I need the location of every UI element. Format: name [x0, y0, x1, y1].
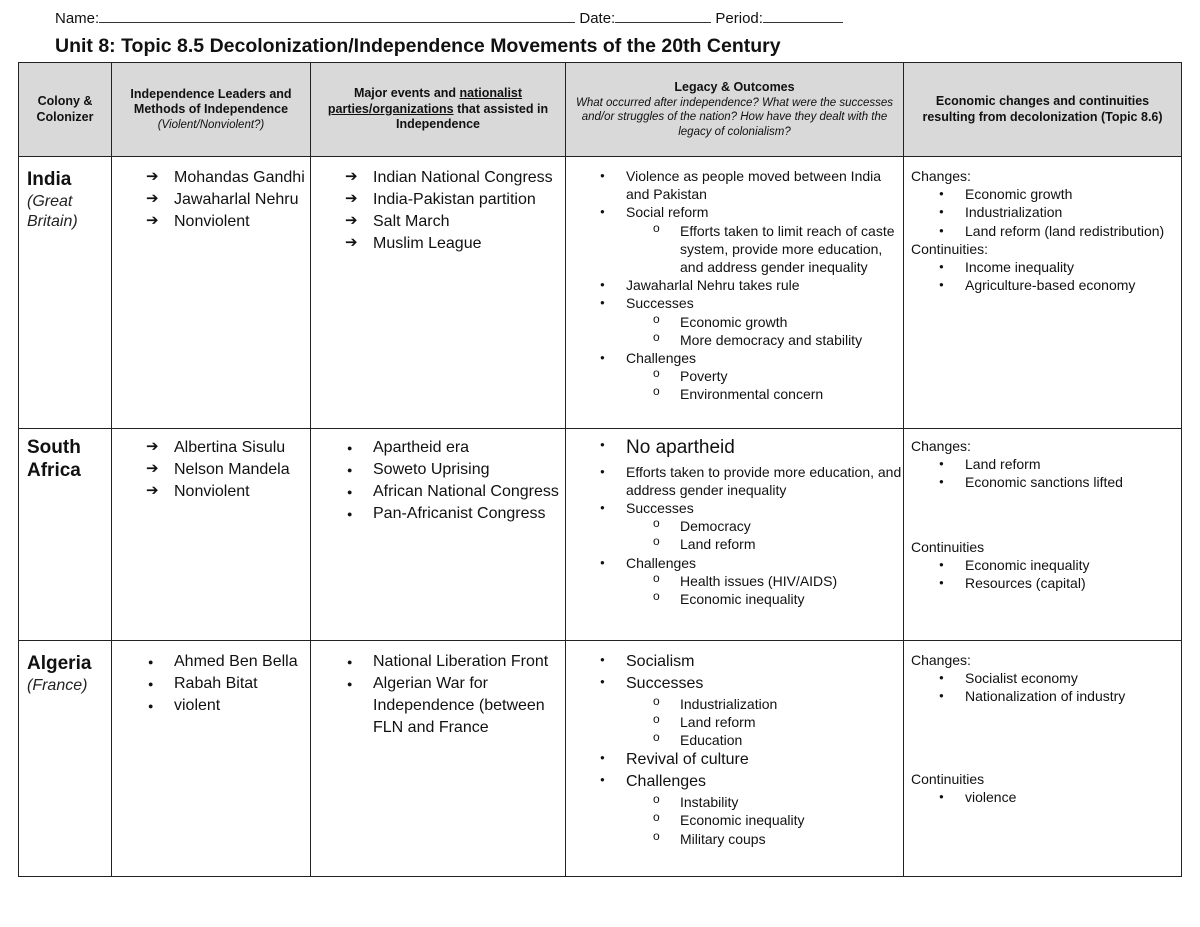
list-item: ● Successes [626, 499, 903, 517]
changes-label: Changes: [911, 168, 971, 184]
table-row [19, 641, 1182, 877]
leaders-cell [112, 641, 311, 877]
date-field[interactable] [615, 10, 711, 23]
list-item: ● Successes [626, 673, 903, 695]
list-item: ● Agriculture-based economy [965, 276, 1181, 294]
sub-list-item: o Education [680, 731, 903, 749]
leaders-cell [112, 429, 311, 641]
economic-cell [904, 641, 1182, 877]
changes-label: Changes: [911, 652, 971, 668]
list-item: ● Violence as people moved between India and Pakistan [626, 167, 903, 203]
list-item: ● Economic sanctions lifted [965, 473, 1181, 491]
student-info-line [55, 10, 843, 27]
header-leaders: Independence Leaders and Methods of Independence (Violent/Nonviolent?) [112, 63, 311, 157]
table-row [19, 429, 1182, 641]
date-label: Date: [579, 10, 616, 27]
list-item: ➔ Mohandas Gandhi [174, 167, 310, 189]
legacy-cell [566, 641, 904, 877]
sub-list-item: o More democracy and stability [680, 331, 903, 349]
header-economic: Economic changes and continuities resulting from decolonization (Topic 8.6) [904, 63, 1182, 157]
page-title: Unit 8: Topic 8.5 Decolonization/Independence Movements of the 20th Century [55, 35, 781, 57]
events-cell [311, 641, 566, 877]
list-item: ● Nationalization of industry [965, 687, 1181, 705]
changes-label: Changes: [911, 438, 971, 454]
list-item: ● Industrialization [965, 203, 1181, 221]
colonizer-name: (Great Britain) [27, 192, 78, 230]
list-item: ● Income inequality [965, 258, 1181, 276]
sub-list-item: o Economic inequality [680, 811, 903, 829]
list-item: ● Socialist economy [965, 669, 1181, 687]
list-item: ● Jawaharlal Nehru takes rule [626, 276, 903, 294]
list-item: ● Pan-Africanist Congress [373, 503, 565, 525]
sub-list-item: o Instability [680, 793, 903, 811]
list-item: ● Economic growth [965, 185, 1181, 203]
period-field[interactable] [763, 10, 843, 23]
list-item: ● Land reform [965, 455, 1181, 473]
name-label: Name: [55, 10, 100, 27]
list-item: ➔ Muslim League [373, 233, 565, 255]
list-item: ● Social reform [626, 203, 903, 221]
colony-cell [19, 641, 112, 877]
list-item: ● Challenges [626, 554, 903, 572]
header-colony: Colony & Colonizer [19, 63, 112, 157]
sub-list-item: o Efforts taken to limit reach of caste system, provide more education, and address gender inequality [680, 222, 903, 277]
continuities-label: Continuities: [911, 240, 989, 257]
sub-list-item: o Military coups [680, 830, 903, 848]
sub-list-item: o Democracy [680, 517, 903, 535]
economic-cell [904, 429, 1182, 641]
list-item: ● Challenges [626, 771, 903, 793]
list-item: ➔ Indian National Congress [373, 167, 565, 189]
continuities-label: Continuities [911, 538, 985, 555]
list-item: ➔ Albertina Sisulu [174, 437, 310, 459]
colony-name: South Africa [27, 437, 81, 481]
list-item: ● Apartheid era [373, 437, 565, 459]
list-item: ● Algerian War for Independence (between FLN and France [373, 673, 565, 739]
events-cell [311, 429, 566, 641]
list-item: ● Efforts taken to provide more education, and address gender inequality [626, 463, 903, 499]
sub-list-item: o Environmental concern [680, 385, 903, 403]
list-item: ● Successes [626, 294, 903, 312]
colonizer-name: (France) [27, 676, 88, 694]
table-row [19, 157, 1182, 429]
list-item: ➔ Nonviolent [174, 481, 310, 503]
list-item: ● National Liberation Front [373, 651, 565, 673]
list-item: ● Socialism [626, 651, 903, 673]
legacy-cell [566, 157, 904, 429]
sub-list-item: o Economic inequality [680, 590, 903, 608]
list-item: ● violence [965, 788, 1181, 806]
list-item: ● Ahmed Ben Bella [174, 651, 310, 673]
name-field[interactable] [99, 10, 575, 23]
list-item: ➔ Nelson Mandela [174, 459, 310, 481]
continuities-label: Continuities [911, 770, 985, 787]
list-item: ● Rabah Bitat [174, 673, 310, 695]
legacy-cell [566, 429, 904, 641]
header-legacy: Legacy & Outcomes What occurred after independence? What were the successes and/or struggles of the nation? How have they dealt with the legacy of colonialism? [566, 63, 904, 157]
colony-name: Algeria [27, 653, 92, 674]
list-item: ● Revival of culture [626, 749, 903, 771]
list-item: ● No apartheid [626, 436, 903, 461]
period-label: Period: [715, 10, 763, 27]
list-item: ● Resources (capital) [965, 574, 1181, 592]
colony-cell [19, 429, 112, 641]
list-item: ➔ Nonviolent [174, 211, 310, 233]
list-item: ● violent [174, 695, 310, 717]
leaders-cell [112, 157, 311, 429]
sub-list-item: o Land reform [680, 713, 903, 731]
colony-cell [19, 157, 112, 429]
events-cell [311, 157, 566, 429]
list-item: ● Soweto Uprising [373, 459, 565, 481]
list-item: ➔ India-Pakistan partition [373, 189, 565, 211]
decolonization-table [18, 62, 1182, 877]
sub-list-item: o Health issues (HIV/AIDS) [680, 572, 903, 590]
sub-list-item: o Poverty [680, 367, 903, 385]
list-item: ➔ Salt March [373, 211, 565, 233]
list-item: ● Economic inequality [965, 556, 1181, 574]
list-item: ➔ Jawaharlal Nehru [174, 189, 310, 211]
sub-list-item: o Land reform [680, 535, 903, 553]
sub-list-item: o Industrialization [680, 695, 903, 713]
sub-list-item: o Economic growth [680, 313, 903, 331]
colony-name: India [27, 169, 72, 190]
list-item: ● African National Congress [373, 481, 565, 503]
list-item: ● Challenges [626, 349, 903, 367]
header-row [19, 63, 1182, 157]
header-events: Major events and nationalist parties/organizations that assisted in Independence [311, 63, 566, 157]
economic-cell [904, 157, 1182, 429]
list-item: ● Land reform (land redistribution) [965, 222, 1181, 240]
